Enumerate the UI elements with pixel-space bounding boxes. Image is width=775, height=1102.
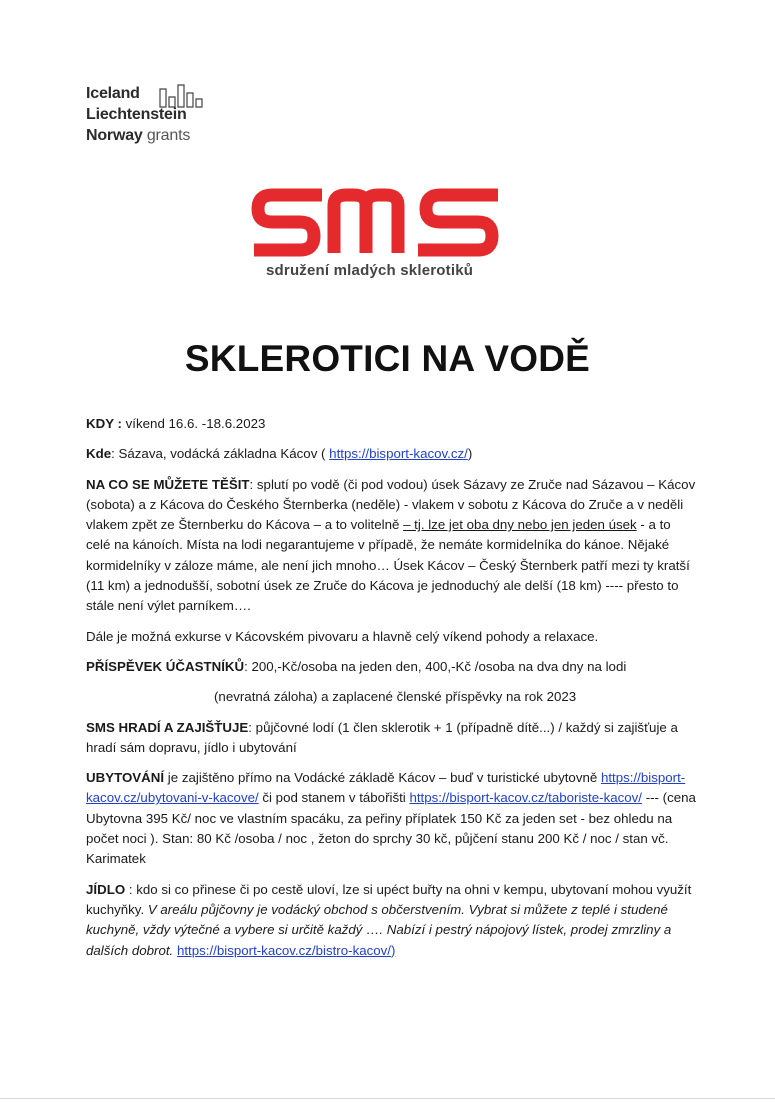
kdy-paragraph (86, 414, 696, 434)
kde-label: Kde (86, 446, 112, 462)
ubytovna-link[interactable]: https://bisport-kacov.cz/ubytovani-v-kacove/ (86, 770, 686, 806)
jidlo-text: : kdo si co přinese či po cestě uloví, lze si upéct buřty na ohni v kempu, ubytovaní mohou využít kuchyňky. (86, 881, 692, 917)
prispevek-paragraph (86, 657, 696, 677)
taboriste-link[interactable]: https://bisport-kacov.cz/taboriste-kacov/ (409, 790, 642, 806)
ubytovani-text-3: --- (cena Ubytovna 395 Kč/ noc ve vlastním spacáku, za peřiny příplatek 150 Kč za jeden set - bez ohledu na počet noci ). Stan: 80 Kč /osoba / noc , žeton do sprchy 30 kč, půjčení stanu 200 Kč / noc / stan vč. Karimatek (86, 790, 696, 867)
eea-logo-line-1: Iceland (86, 85, 140, 102)
na-co-text: : splutí po vodě (či pod vodou) úsek Sázavy ze Zruče nad Sázavou – Kácov (sobota) a z Kácova do Českého Šternberka (neděle) - vlakem v sobotu z Kácova do Zruče a v neděli vlakem zpět ze Šternberku do Kácova – a to volitelně (86, 476, 696, 533)
na-co-text-2: - a to celé na kánoích. Místa na lodi negarantujeme v případě, že nemáte kormidelníka do kánoe. Nějaké kormidelníky v záloze máme, ale není jich mnoho… Úsek Kácov – Český Šternberk patří mezi ty kratší (11 km) a jednodušší, sobotní úsek ze Zruče do Kácova je jednoduchý ale delší (18 km) ---- přesto to stále není výlet parníkem…. (86, 517, 690, 614)
prispevek-text: : 200,-Kč/osoba na jeden den, 400,-Kč /osoba na dva dny na lodi (244, 658, 627, 674)
kde-paragraph (86, 444, 696, 464)
eea-logo-grants: grants (146, 127, 191, 144)
na-co-paragraph (86, 475, 696, 617)
sms-logo-subtitle: sdružení mladých sklerotiků (266, 262, 474, 279)
prispevek-line-2: (nevratná záloha) a zaplacené členské příspěvky na rok 2023 (214, 689, 577, 705)
kdy-label: KDY : (86, 416, 122, 431)
ubytovani-text: je zajištěno přímo na Vodácké základě Kácov – buď v turistické ubytovně (164, 770, 601, 786)
jidlo-italic: V areálu půjčovny je vodácký obchod s občerstvením. Vybrat si můžete z teplé i studené kuchyně, vždy výtečné a vybere si určitě každý …. Nabízí i pestrý nápojový lístek, prodej zmrzliny a dalších dobrot. (86, 901, 672, 958)
ubytovani-text-2: či pod stanem v tábořišti (258, 790, 410, 806)
sms-hradi-text: : půjčovné lodí (1 člen sklerotik + 1 (případně dítě...) / každý si zajišťuje a hradí sám dopravu, jídlo i ubytování (86, 719, 678, 755)
kdy-text: víkend 16.6. -18.6.2023 (121, 416, 266, 431)
kde-text: : Sázava, vodácká základna Kácov ( (111, 446, 330, 462)
jidlo-label: JÍDLO (86, 881, 126, 897)
ubytovani-paragraph (86, 768, 696, 869)
kde-text-end: ) (467, 446, 473, 462)
prispevek-label: PŘÍSPĚVEK ÚČASTNÍKŮ (86, 658, 245, 674)
ubytovani-label: UBYTOVÁNÍ (86, 770, 165, 786)
eea-logo-line-3: Norway (86, 127, 143, 144)
bistro-link[interactable]: https://bisport-kacov.cz/bistro-kacov/) (176, 942, 396, 958)
eea-grants-logo (86, 83, 190, 146)
eea-logo-line-2: Liechtenstein (86, 106, 187, 123)
document-body (86, 414, 696, 971)
sms-wordmark-icon (250, 185, 510, 260)
na-co-underlined: – tj. lze jet oba dny nebo jen jeden úsek (403, 517, 637, 533)
eea-flag-icon (158, 83, 206, 111)
dale-paragraph: Dále je možná exkurse v Kácovském pivovaru a hlavně celý víkend pohody a relaxace. (86, 628, 599, 644)
sms-logo (250, 185, 510, 279)
bisport-link[interactable]: https://bisport-kacov.cz/ (329, 446, 468, 462)
na-co-label: NA CO SE MŮŽETE TĚŠIT (86, 476, 250, 492)
page-bottom-divider (0, 1098, 775, 1099)
sms-hradi-label: SMS HRADÍ A ZAJIŠŤUJE (86, 719, 249, 735)
page-title: SKLEROTICI NA VODĚ (184, 338, 591, 379)
sms-hradi-paragraph (86, 718, 696, 759)
jidlo-paragraph (86, 880, 696, 961)
